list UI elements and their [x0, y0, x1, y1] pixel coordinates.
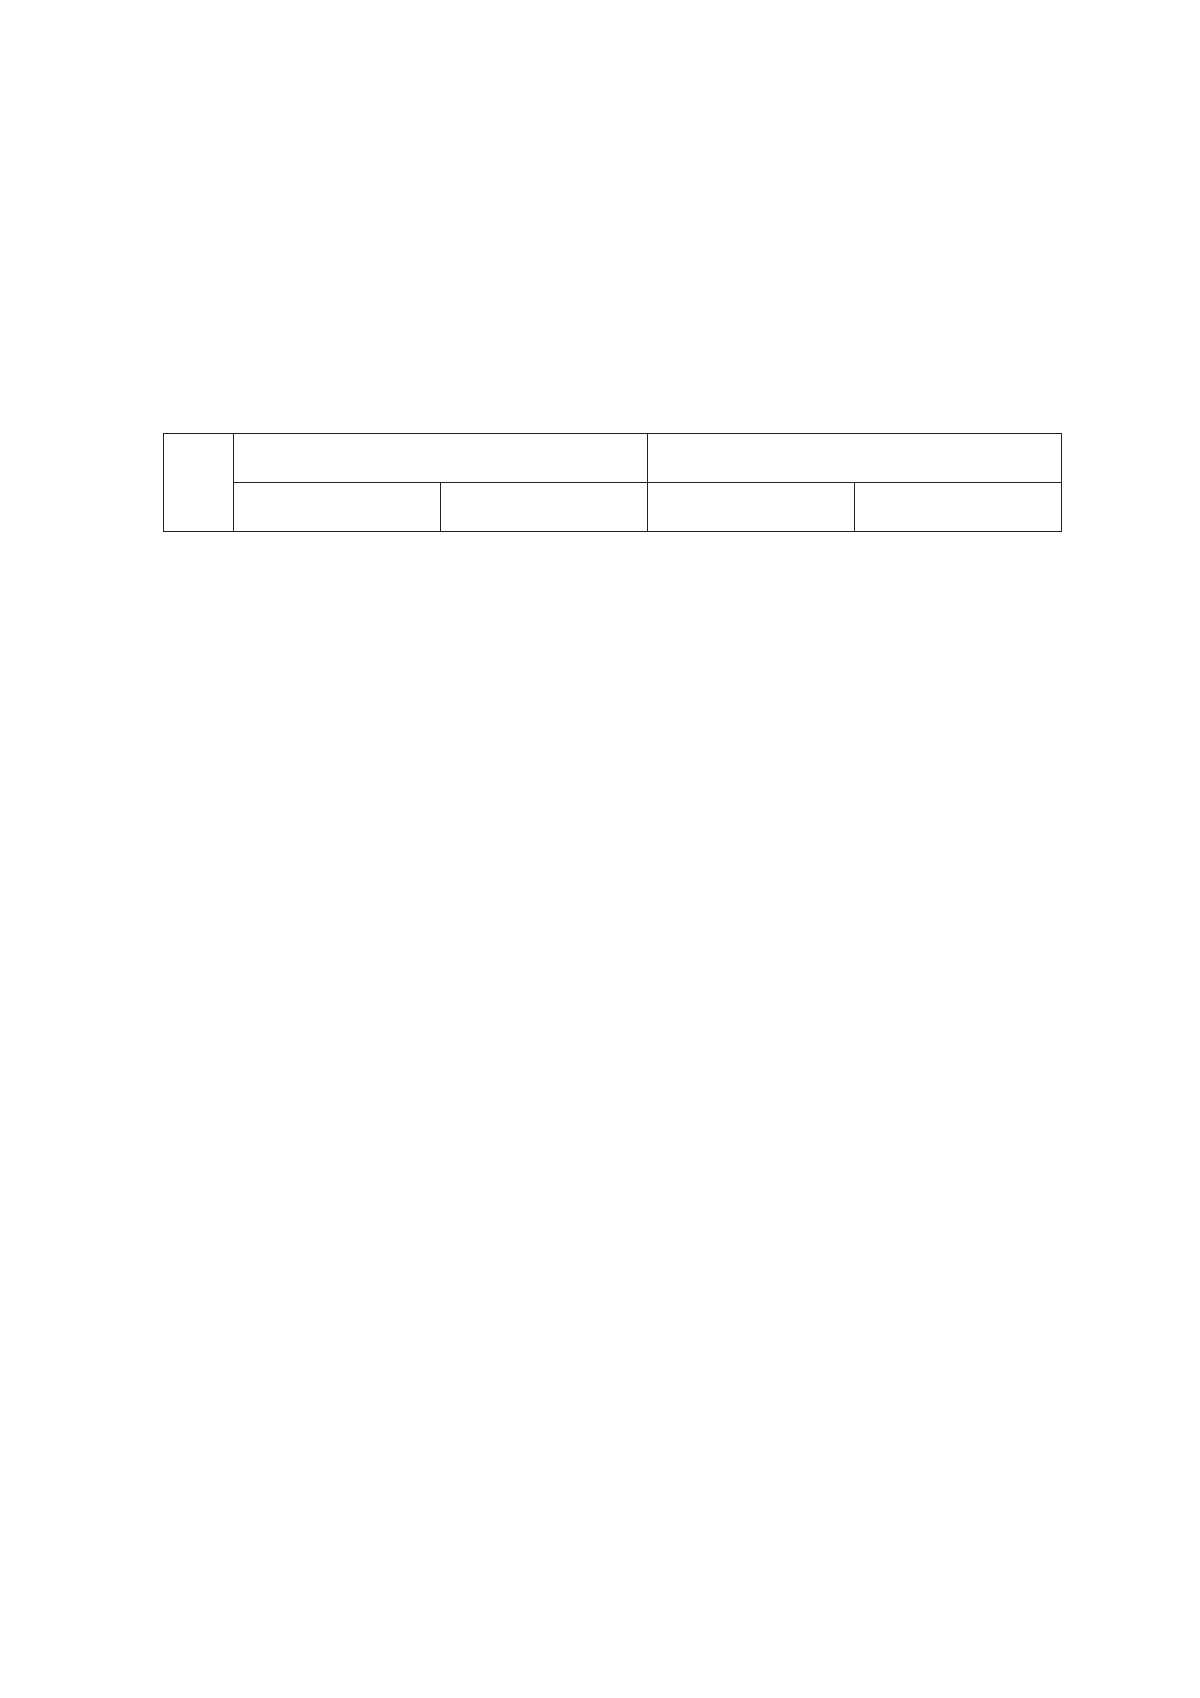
- table-header-row-1: [164, 434, 1062, 483]
- table-header-row-2: [164, 483, 1062, 532]
- header-group-1: [234, 434, 648, 483]
- header-row-number: [164, 434, 234, 532]
- header-group-2: [648, 434, 1062, 483]
- header-col-3: [648, 483, 855, 532]
- header-col-2: [441, 483, 648, 532]
- table-header: [164, 434, 1062, 532]
- data-table: [163, 433, 1062, 532]
- header-col-1: [234, 483, 441, 532]
- header-col-4: [855, 483, 1062, 532]
